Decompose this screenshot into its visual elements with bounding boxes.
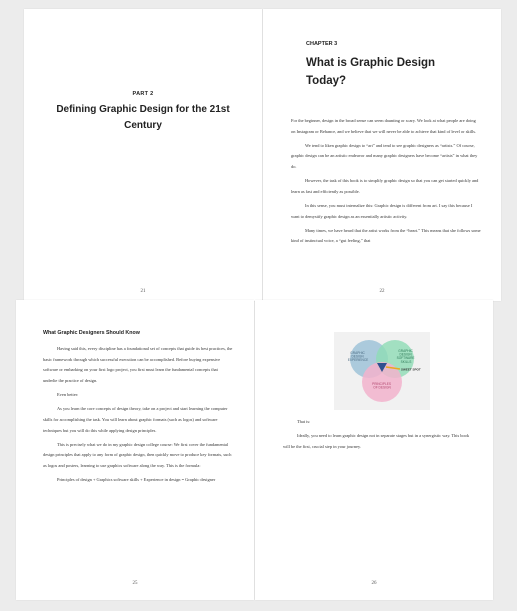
paragraph: We tend to liken graphic design to “art” and tend to see graphic designers as “artists.” Of course, graphic design can be an artistic endeavor and many graphic designers have become “artists” in what they do. [291,142,478,170]
paragraph: In this sense, you must internalize this: Graphic design is different from art. I say this because I want to demystify graphic design as an essentially artistic activity. [291,202,473,219]
page-body [283,417,473,456]
sweet-spot-label: SWEET SPOT [401,367,421,372]
venn-label-experience: GRAPHIC DESIGN EXPERIENCE [347,351,369,363]
venn-label-principles: PRINCIPLES OF DESIGN [372,382,392,390]
paragraph: That is: [297,419,311,424]
page-number: 22 [379,289,385,294]
page-number: 26 [371,581,377,586]
chapter-label: CHAPTER 3 [306,41,338,47]
chapter-title: What is Graphic Design Today? [306,57,436,87]
paragraph: Having said this, every discipline has a foundational set of concepts that guide its best practices, the basic framework through which successful execution can be accomplished. Before buying expensive software or embarking on your first logo project, you first must learn the fundamental concepts that underlie the practice of design. [43,346,233,384]
part-label: PART 2 [132,91,154,97]
paragraph: Many times, we have heard that the artist works from the “heart.” This means that she follows some kind of instinctual voice, a “gut feeling,” that [291,227,481,244]
part-title: Defining Graphic Design for the 21st Century [56,104,230,131]
section-body [43,344,233,489]
venn-diagram [334,332,430,410]
page-number: 25 [132,581,138,586]
venn-label-software: GRAPHIC DESIGN SOFTWARE SKILLS [396,349,415,364]
paragraph: This is precisely what we do in my graphic design college course: We first cover the fundamental design principles that apply to any form of graphic design, then quickly move to produce key formats, such as logos and posters, learning to use graphics software along the way. This is the formula: [43,441,232,468]
page-number: 21 [140,289,146,294]
paragraph: Ideally, you need to learn graphic design not in separate stages but in a synergistic way. This book will be the first, crucial step in your journey. [283,433,470,449]
chapter-body [291,116,481,284]
paragraph: As you learn the core concepts of design theory, take on a project and start learning the computer skills for accomplishing the task. You will learn about graphic formats (such as logos) and software techniques but you will do this while applying design principles. [43,406,228,433]
paragraph: For the beginner, design in the broad sense can seem daunting or scary. We look at what people are doing on Instagram or Behance, and we believe that we will never be able to achieve that kind of level or skills. [291,118,477,134]
paragraph: However, the task of this book is to simplify graphic design so that you can get started quickly and learn as fast and efficiently as possible. [291,178,479,194]
page-21 [24,9,262,301]
paragraph: Even better: [57,392,79,398]
page-25 [16,300,254,600]
section-heading: What Graphic Designers Should Know [43,330,140,336]
page-26 [255,300,493,600]
page-22 [263,9,501,301]
formula-paragraph: Principles of design + Graphics software skills + Experience in design = Graphic designer [57,476,216,482]
